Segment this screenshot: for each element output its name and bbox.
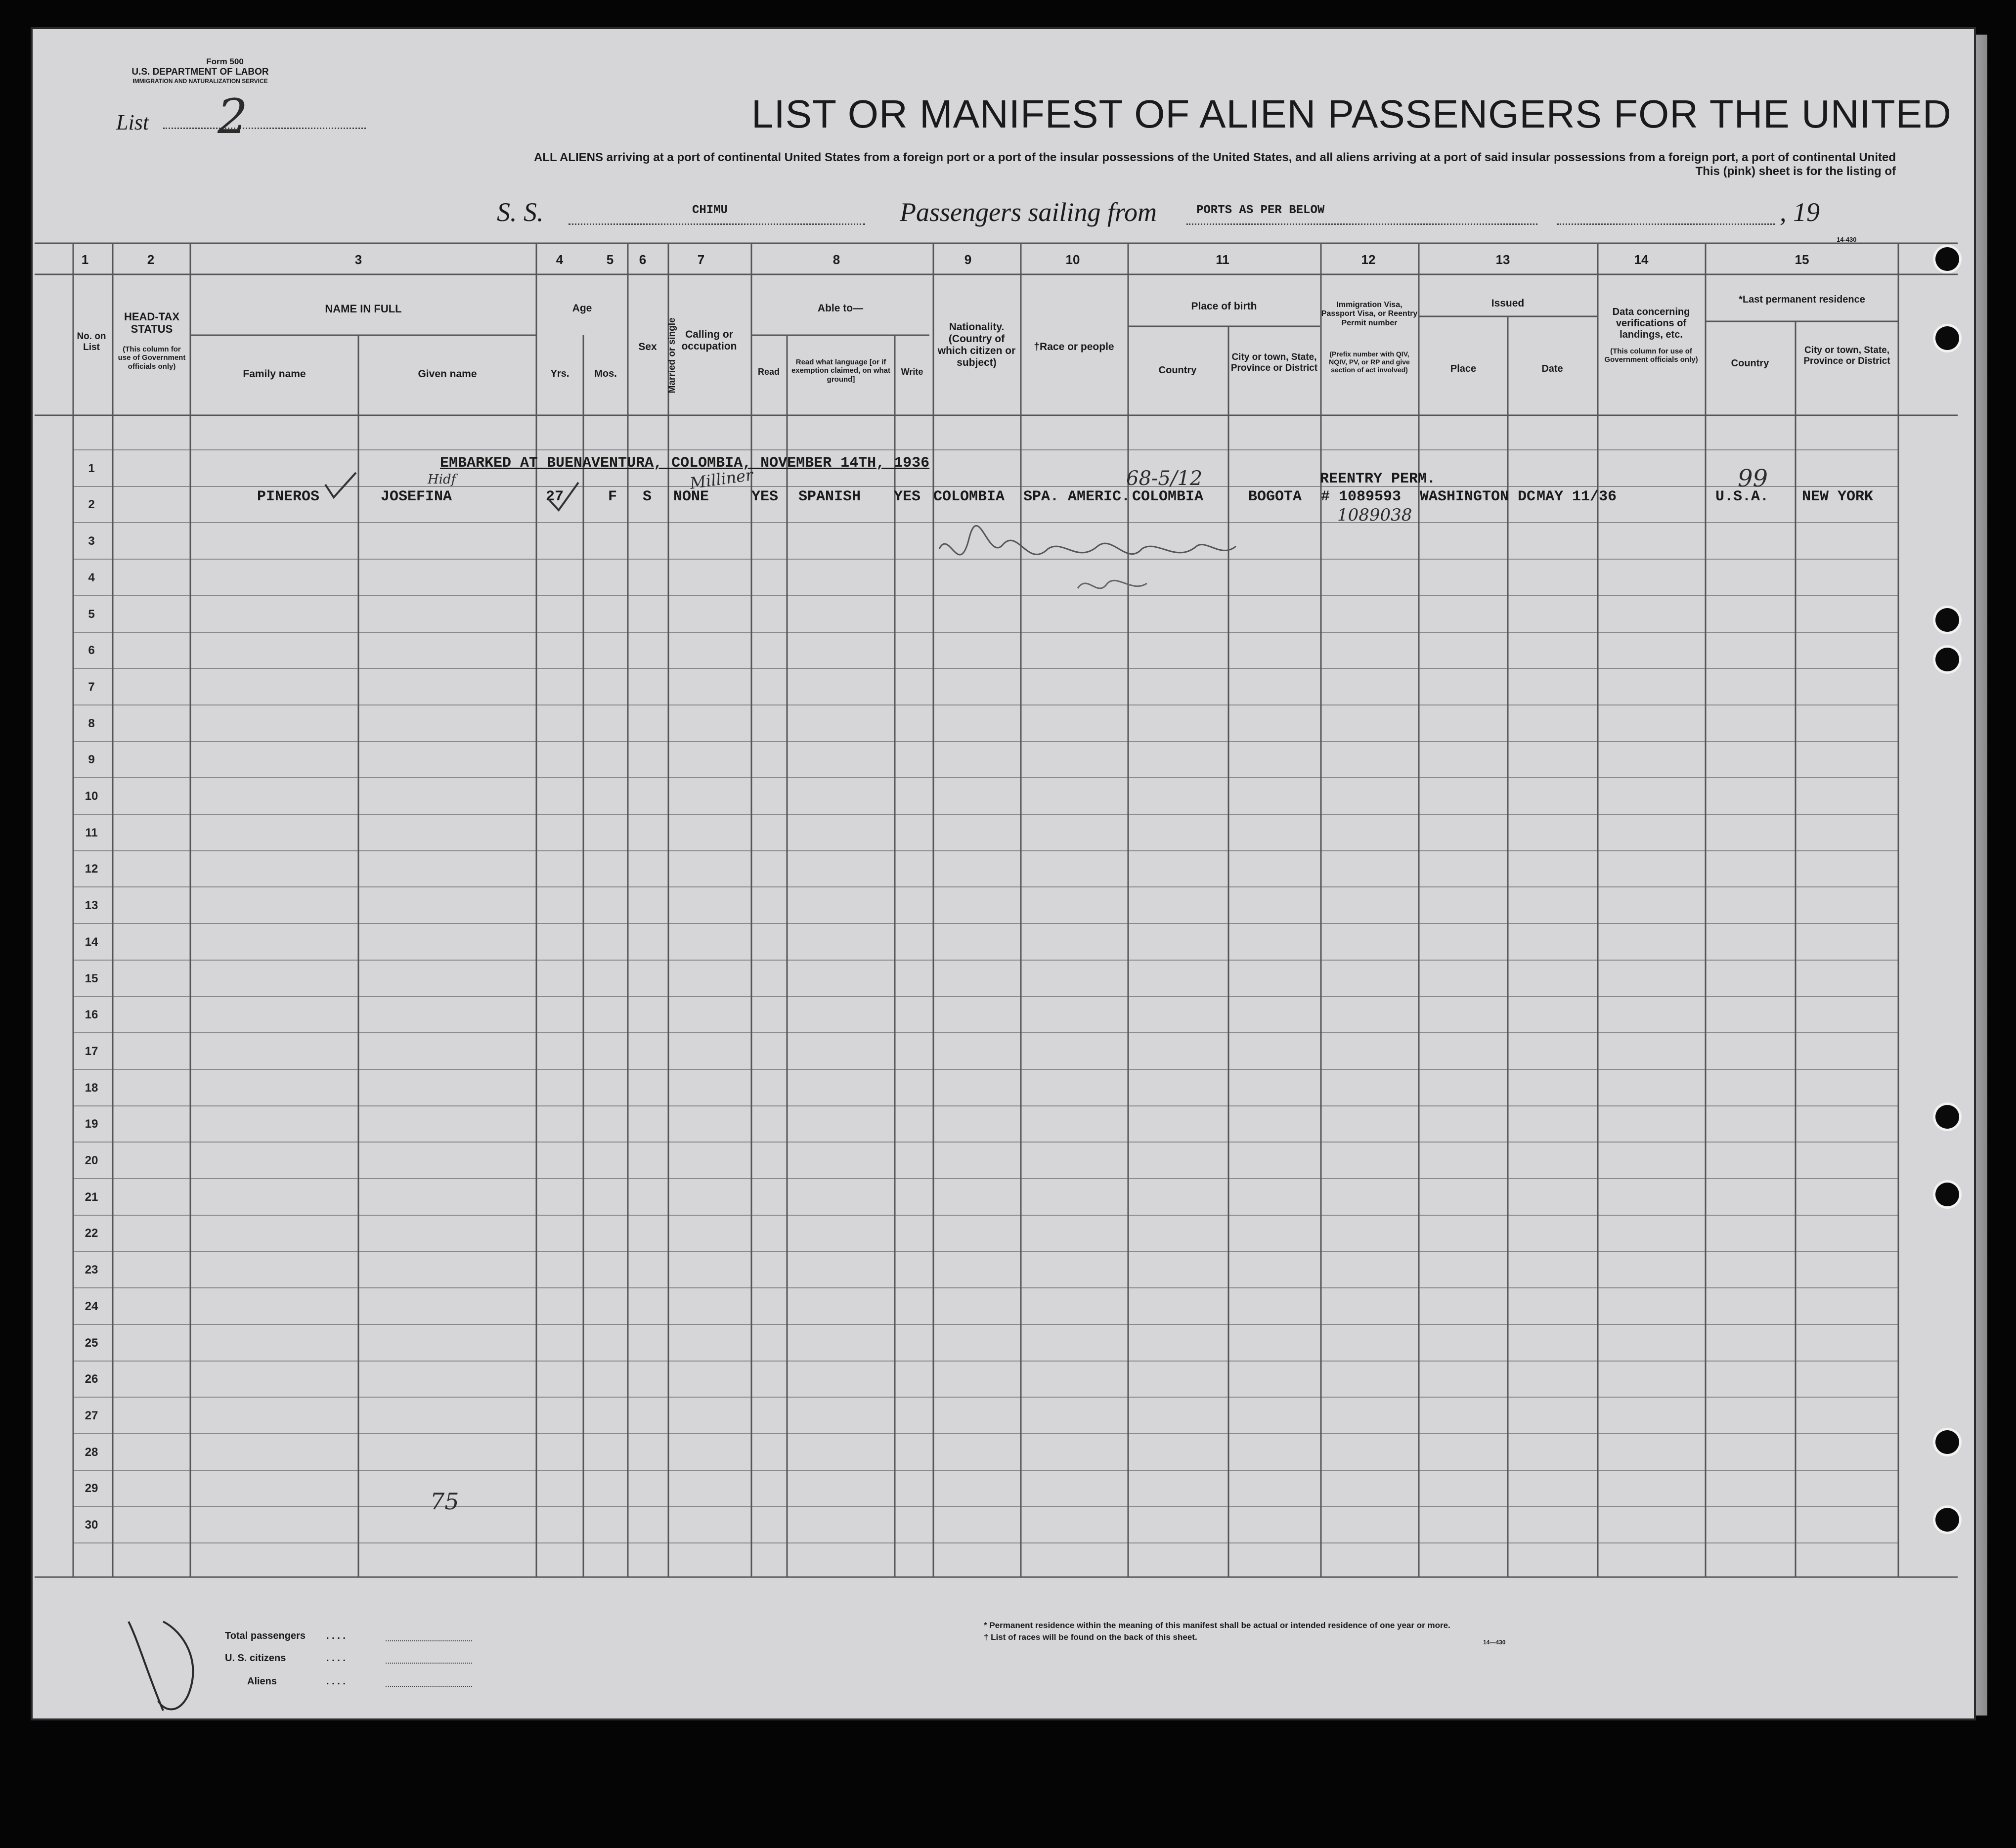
header-city: City or town, State, Province or District bbox=[1230, 352, 1318, 373]
hw-calling-note: Milliner bbox=[688, 465, 754, 493]
hw-residence-note: 99 bbox=[1738, 465, 1768, 492]
row-number: 21 bbox=[85, 1190, 98, 1204]
header-read: Read bbox=[757, 367, 780, 377]
column-number: 7 bbox=[697, 252, 705, 267]
footer-dots-3: . . . . bbox=[326, 1676, 346, 1687]
header-res-country: Country bbox=[1731, 358, 1769, 369]
hw-permit-note: 1089038 bbox=[1337, 505, 1412, 525]
row2-read: YES bbox=[751, 488, 779, 505]
column-number: 8 bbox=[833, 252, 840, 267]
column-number: 13 bbox=[1495, 252, 1510, 267]
header-visa-note: (Prefix number with QIV, NQIV, PV, or RP and give section of act involved) bbox=[1329, 350, 1410, 374]
handwritten-signature bbox=[929, 519, 1271, 603]
hw-birth-note: 68-5/12 bbox=[1126, 467, 1203, 490]
header-given-name: Given name bbox=[418, 368, 477, 380]
row2-family-name: PINEROS bbox=[257, 488, 320, 505]
binder-hole bbox=[1935, 326, 1959, 350]
row-number: 23 bbox=[85, 1263, 98, 1276]
row2-calling: NONE bbox=[673, 488, 709, 505]
row2-issued-place: WASHINGTON DC bbox=[1420, 488, 1536, 505]
binder-hole bbox=[1935, 1430, 1959, 1454]
column-number: 9 bbox=[964, 252, 972, 267]
row2-age: 27 bbox=[546, 488, 564, 505]
row-number: 6 bbox=[88, 644, 95, 657]
row2-res-country: U.S.A. bbox=[1715, 488, 1769, 505]
ss-label: S. S. bbox=[497, 197, 544, 227]
binder-hole bbox=[1935, 1508, 1959, 1532]
handwritten-mark bbox=[119, 1602, 208, 1725]
binder-hole bbox=[1935, 1183, 1959, 1206]
sailing-label: Passengers sailing from bbox=[900, 197, 1157, 227]
binder-hole bbox=[1935, 608, 1959, 632]
row1-embarked: EMBARKED AT BUENAVENTURA, COLOMBIA, NOVEMBER 14TH, 1936 bbox=[440, 455, 930, 472]
column-number: 5 bbox=[606, 252, 614, 267]
row-number: 4 bbox=[88, 571, 95, 584]
instructions-line-1: ALL ALIENS arriving at a port of continental United States from a foreign port or a port of the insular possessions of the United States, and all aliens arriving at a port of said insular possessions from a foreign port, a port of continental United bbox=[533, 151, 1896, 164]
row2-sex: F bbox=[608, 488, 617, 505]
row-number: 15 bbox=[85, 972, 98, 985]
row-number: 5 bbox=[88, 608, 95, 621]
row-number: 27 bbox=[85, 1409, 98, 1422]
header-family-name: Family name bbox=[243, 368, 306, 380]
header-age: Age bbox=[572, 303, 592, 314]
check-mark-1 bbox=[544, 480, 603, 514]
row-number: 17 bbox=[85, 1045, 98, 1058]
header-data-concerning: Data concerning verifications of landings, etc. bbox=[1612, 307, 1690, 340]
hw-given-name-note: Hidf bbox=[428, 472, 456, 487]
header-sex: Sex bbox=[638, 341, 657, 352]
row-number: 7 bbox=[88, 680, 95, 694]
column-number: 11 bbox=[1216, 252, 1229, 267]
sheet-code-top: 14-430 bbox=[1837, 236, 1857, 243]
footer-code: 14—430 bbox=[1483, 1639, 1506, 1646]
header-data-note: (This column for use of Government officials only) bbox=[1604, 347, 1698, 364]
header-issued: Issued bbox=[1491, 298, 1525, 309]
footer-note-2: † List of races will be found on the back of this sheet. bbox=[984, 1632, 1197, 1642]
row-number: 14 bbox=[85, 935, 98, 949]
column-number: 10 bbox=[1065, 252, 1080, 267]
column-number: 12 bbox=[1361, 252, 1376, 267]
column-number: 14 bbox=[1634, 252, 1649, 267]
header-mos: Mos. bbox=[594, 368, 617, 379]
row-number: 3 bbox=[88, 534, 95, 548]
header-head-tax-note: (This column for use of Government officials only) bbox=[118, 345, 186, 371]
row2-race: SPA. AMERIC. bbox=[1023, 488, 1131, 505]
service: IMMIGRATION AND NATURALIZATION SERVICE bbox=[132, 78, 268, 85]
row-number: 11 bbox=[85, 826, 98, 839]
row2-issued-date: MAY 11/36 bbox=[1536, 488, 1617, 505]
header-write: Write bbox=[901, 367, 923, 377]
column-number: 3 bbox=[354, 252, 362, 267]
column-number: 2 bbox=[147, 252, 155, 267]
footer-line-1 bbox=[386, 1640, 472, 1641]
check-mark-2 bbox=[321, 470, 366, 504]
year-label: , 19 bbox=[1780, 197, 1820, 227]
header-country: Country bbox=[1158, 365, 1197, 376]
sailing-from: PORTS AS PER BELOW bbox=[1196, 204, 1325, 217]
header-calling: Calling or occupation bbox=[681, 329, 737, 352]
header-last-residence: *Last permanent residence bbox=[1739, 294, 1865, 305]
row-number: 30 bbox=[85, 1518, 98, 1532]
row-number: 24 bbox=[85, 1300, 98, 1313]
row2-permit-label: REENTRY PERM. bbox=[1320, 471, 1436, 487]
footer-us-citizens: U. S. citizens bbox=[225, 1653, 286, 1664]
row2-language: SPANISH bbox=[798, 488, 861, 505]
header-married: Married or single bbox=[667, 317, 678, 394]
header-res-city: City or town, State, Province or District bbox=[1803, 345, 1890, 366]
header-date: Date bbox=[1541, 363, 1563, 374]
list-number: 2 bbox=[218, 89, 248, 144]
footer-line-2 bbox=[386, 1663, 472, 1664]
header-race: †Race or people bbox=[1034, 341, 1114, 352]
header-nationality: Nationality. (Country of which citizen or subject) bbox=[937, 321, 1016, 369]
row-number: 25 bbox=[85, 1336, 98, 1350]
row2-birth-country: COLOMBIA bbox=[1132, 488, 1204, 505]
column-number: 15 bbox=[1795, 252, 1809, 267]
instructions-line-2: This (pink) sheet is for the listing of bbox=[1695, 165, 1896, 178]
header-able-to: Able to— bbox=[817, 303, 864, 314]
header-head-tax: HEAD-TAX STATUS bbox=[124, 310, 180, 336]
row2-res-city: NEW YORK bbox=[1802, 488, 1874, 505]
column-number: 1 bbox=[81, 252, 89, 267]
row-number: 18 bbox=[85, 1081, 98, 1095]
footer-aliens: Aliens bbox=[247, 1676, 277, 1687]
ship-name: CHIMU bbox=[692, 204, 728, 217]
header-yrs: Yrs. bbox=[550, 368, 570, 379]
binder-hole bbox=[1935, 1105, 1959, 1129]
row-number: 19 bbox=[85, 1117, 98, 1131]
row2-birth-city: BOGOTA bbox=[1248, 488, 1302, 505]
footer-dots-1: . . . . bbox=[326, 1630, 346, 1641]
row-number: 22 bbox=[85, 1227, 98, 1240]
footer-line-3 bbox=[386, 1686, 472, 1687]
manifest-title: LIST OR MANIFEST OF ALIEN PASSENGERS FOR THE UNITED bbox=[751, 92, 1952, 136]
binder-hole bbox=[1935, 247, 1959, 271]
header-place-of-birth: Place of birth bbox=[1191, 301, 1257, 312]
header-visa: Immigration Visa, Passport Visa, or Reentry Permit number bbox=[1321, 301, 1418, 327]
header-no-on-list: No. on List bbox=[77, 331, 106, 352]
hw-row29-note: 75 bbox=[430, 1488, 459, 1515]
row2-given-name: JOSEFINA bbox=[381, 488, 452, 505]
header-place: Place bbox=[1450, 363, 1477, 374]
row2-write: YES bbox=[894, 488, 921, 505]
row2-nationality: COLOMBIA bbox=[933, 488, 1005, 505]
footer-total-passengers: Total passengers bbox=[225, 1630, 306, 1641]
row-number: 28 bbox=[85, 1446, 98, 1459]
row2-permit-number: # 1089593 bbox=[1321, 488, 1402, 505]
row-number: 20 bbox=[85, 1154, 98, 1167]
form-number: Form 500 bbox=[206, 57, 244, 66]
row-number: 10 bbox=[85, 790, 98, 803]
department: U.S. DEPARTMENT OF LABOR bbox=[131, 67, 269, 77]
column-number: 4 bbox=[556, 252, 564, 267]
row-number: 26 bbox=[85, 1372, 98, 1386]
row-number: 16 bbox=[85, 1008, 98, 1021]
row-number: 29 bbox=[85, 1482, 98, 1495]
row-number: 9 bbox=[88, 753, 95, 766]
row-number: 8 bbox=[88, 717, 95, 730]
footer-note-1: * Permanent residence within the meaning of this manifest shall be actual or intended residence of one year or more. bbox=[984, 1621, 1450, 1630]
header-name-in-full: NAME IN FULL bbox=[325, 303, 402, 315]
row-number: 13 bbox=[85, 899, 98, 912]
header-read-language: Read what language [or if exemption claimed, on what ground] bbox=[791, 358, 891, 384]
list-label: List bbox=[116, 110, 149, 134]
row-number: 12 bbox=[85, 862, 98, 876]
binder-hole bbox=[1935, 648, 1959, 671]
column-number: 6 bbox=[639, 252, 647, 267]
footer-dots-2: . . . . bbox=[326, 1653, 346, 1664]
row-number: 2 bbox=[88, 498, 95, 511]
row2-married: S bbox=[643, 488, 652, 505]
row-number: 1 bbox=[88, 462, 95, 475]
